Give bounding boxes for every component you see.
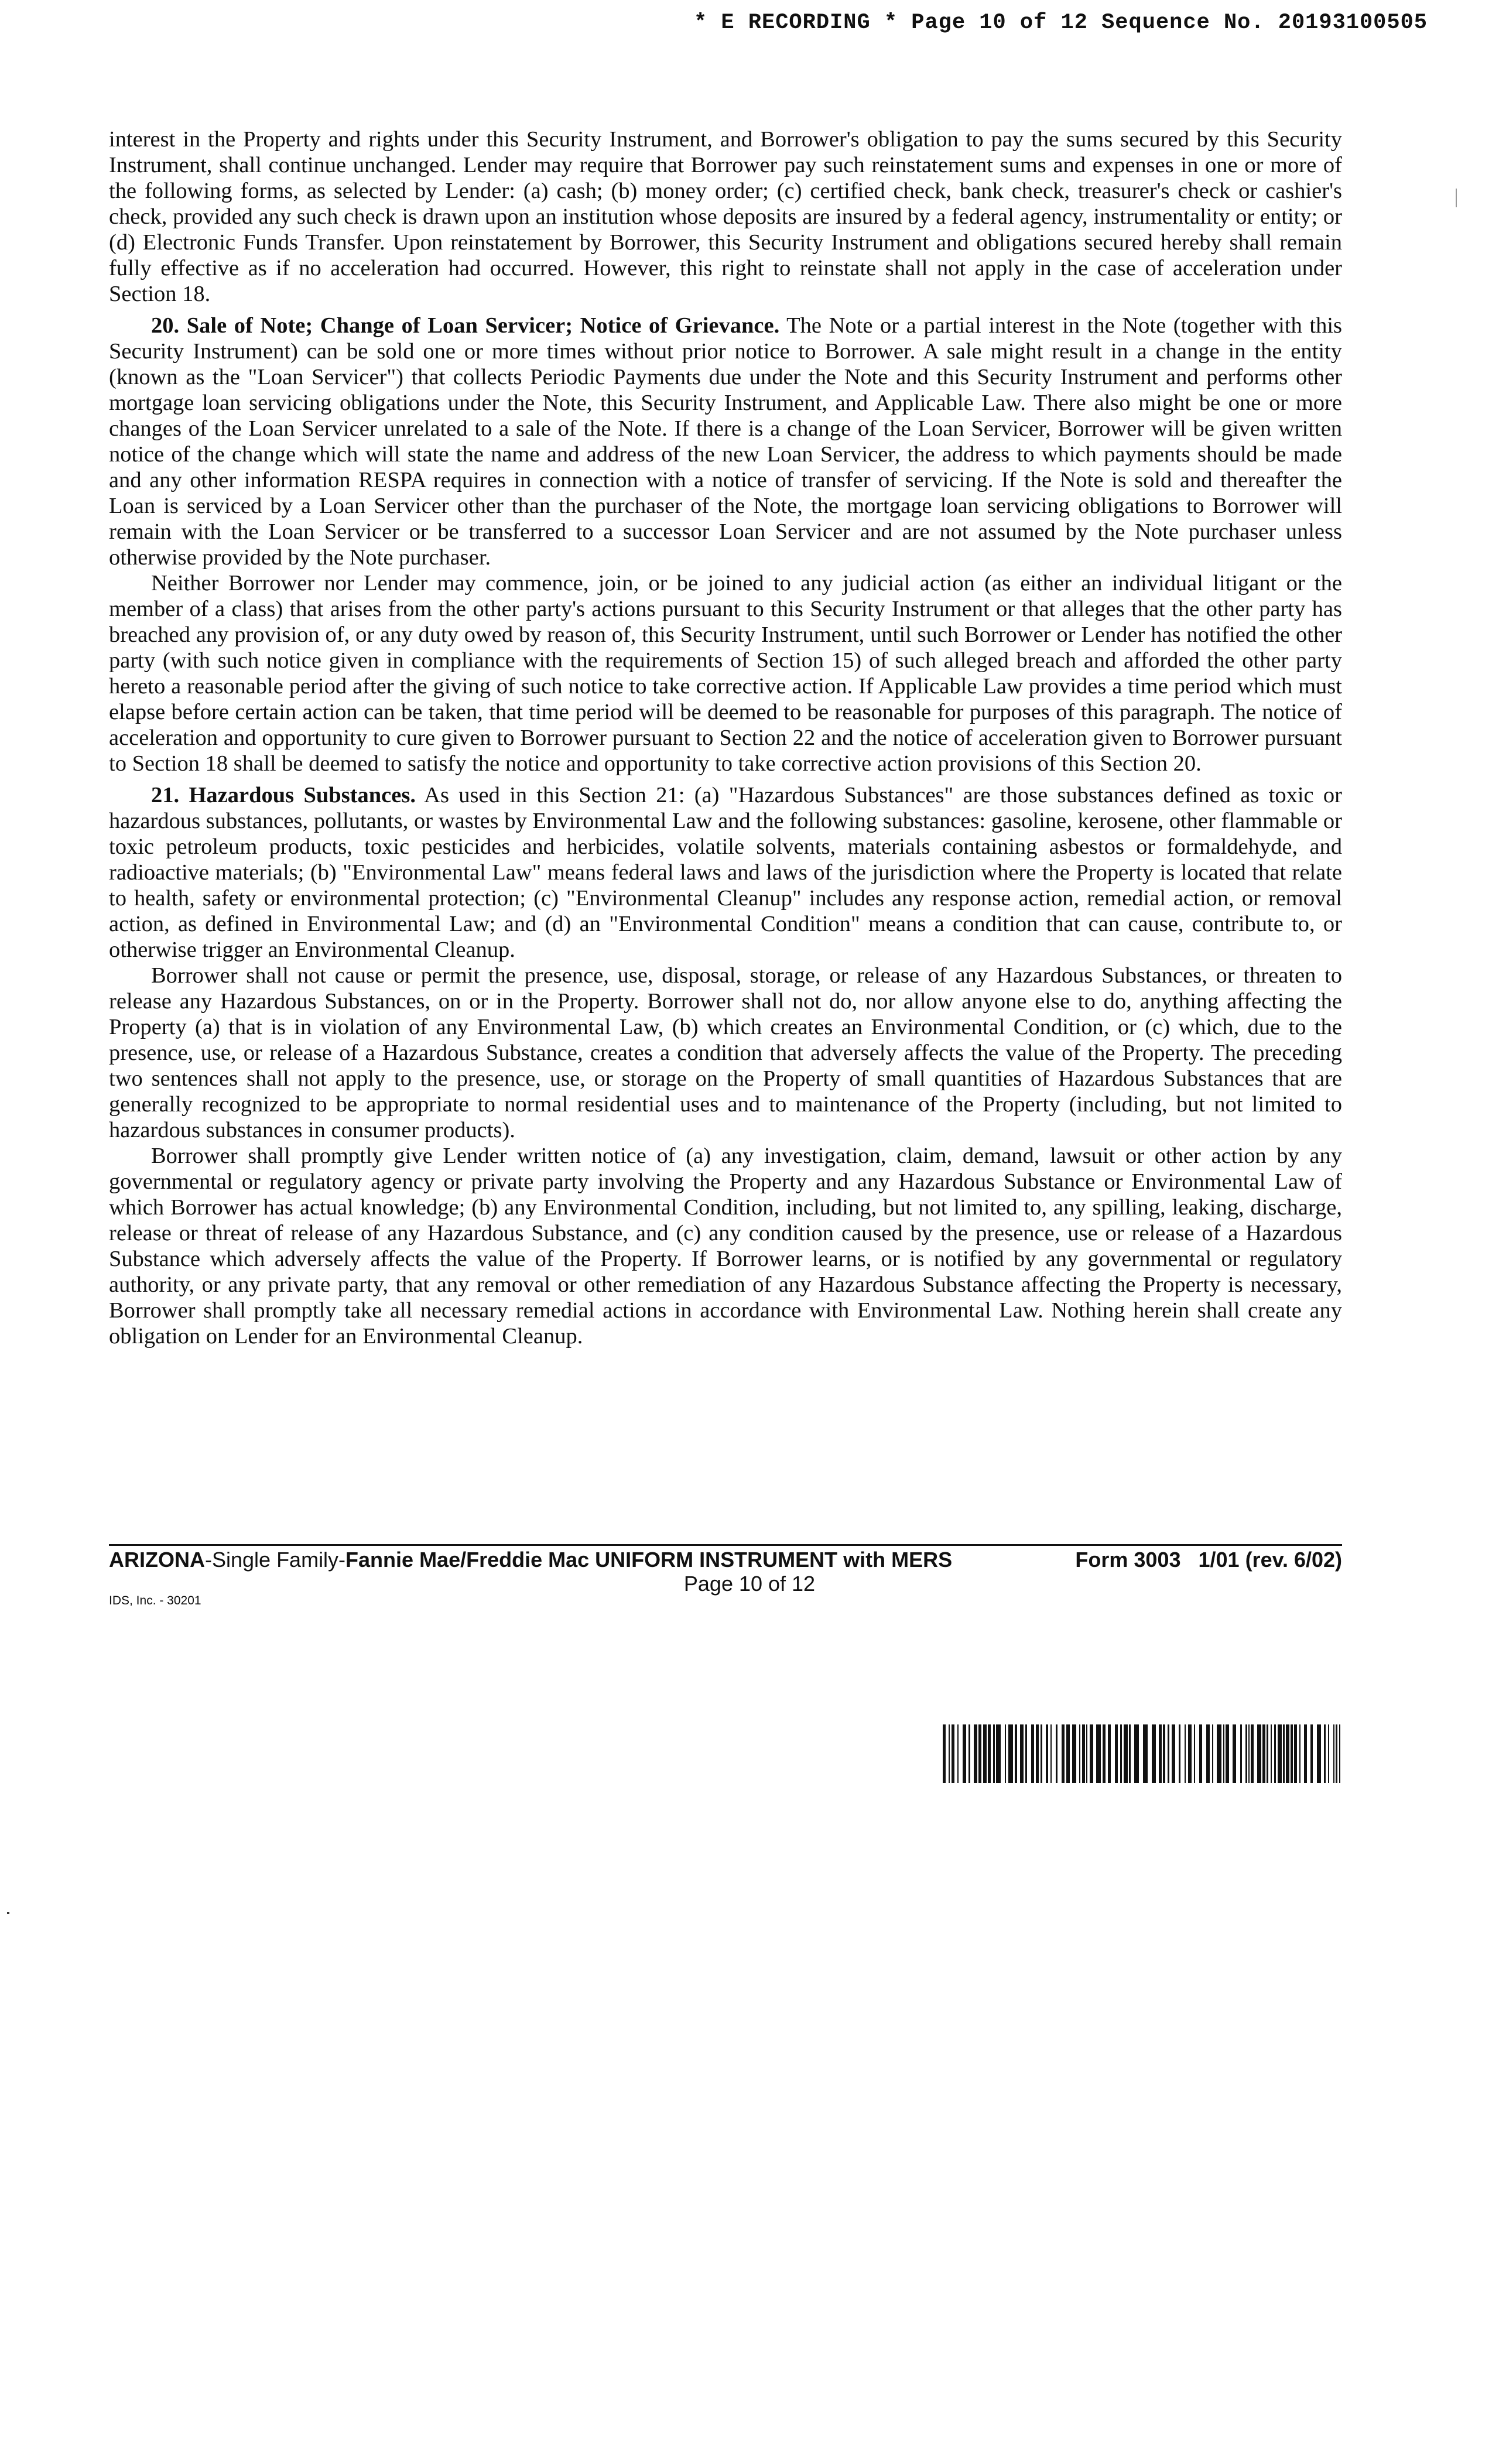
footer-divider	[109, 1544, 1342, 1546]
barcode-bar	[1159, 1724, 1162, 1783]
barcode-bar	[996, 1724, 1001, 1783]
barcode-bar	[1082, 1724, 1085, 1783]
barcode-bar	[1328, 1724, 1329, 1783]
barcode-bar	[1251, 1724, 1254, 1783]
barcode-bar	[1262, 1724, 1265, 1783]
barcode-bar	[1212, 1724, 1213, 1783]
form-description	[109, 1548, 952, 1572]
barcode-bar	[1248, 1724, 1250, 1783]
barcode-bar	[1206, 1724, 1210, 1783]
section-21-heading: 21. Hazardous Substances.	[151, 783, 416, 807]
barcode-bar	[1185, 1724, 1186, 1783]
section-20-heading: 20. Sale of Note; Change of Loan Servicer; Notice of Grievance.	[151, 313, 780, 338]
barcode-bar	[1199, 1724, 1202, 1783]
barcode-bar	[1310, 1724, 1313, 1783]
barcode-bar	[963, 1724, 966, 1783]
barcode-bar	[1086, 1724, 1087, 1783]
barcode-bar	[1079, 1724, 1080, 1783]
barcode-bar	[1066, 1724, 1070, 1783]
barcode-bar	[1226, 1724, 1229, 1783]
barcode-bar	[1291, 1724, 1293, 1783]
barcode-bar	[1072, 1724, 1076, 1783]
barcode-bar	[1336, 1724, 1337, 1783]
barcode-bar	[1120, 1724, 1122, 1783]
paragraph-continuation: interest in the Property and rights under this Security Instrument, and Borrower's obligation to pay the sums secured by this Security Instrument, shall continue unchanged. Lender may require that Borrower pay such reinstatement sums and expenses in one or more of the following forms, as selected by Lender: (a) cash; (b) money order; (c) certified check, bank check, treasurer's check or cashier's check, provided any such check is drawn upon an institution whose deposits are insured by a federal agency, instrumentality or entity; or (d) Electronic Funds Transfer. Upon reinstatement by Borrower, this Security Instrument and obligations secured hereby shall remain fully effective as if no acceleration had occurred. However, this right to reinstate shall not apply in the case of acceleration under Section 18.	[109, 127, 1342, 306]
barcode-bar	[1163, 1724, 1165, 1783]
section-21-paragraph	[109, 782, 1342, 963]
barcode-bar	[1050, 1724, 1052, 1783]
barcode-bar	[968, 1724, 970, 1783]
barcode-bar	[957, 1724, 959, 1783]
barcode-bar	[1324, 1724, 1326, 1783]
barcode-bar	[1257, 1724, 1261, 1783]
barcode-bar	[1240, 1724, 1242, 1783]
barcode-bar	[1233, 1724, 1236, 1783]
barcode-bar	[1096, 1724, 1101, 1783]
barcode-bar	[1129, 1724, 1131, 1783]
barcode-bar	[949, 1724, 950, 1783]
form-footer	[109, 1548, 1342, 1572]
form-desc-plain: -Single Family-	[205, 1548, 346, 1572]
barcode-bar	[1172, 1724, 1175, 1783]
section-20-paragraph	[109, 313, 1342, 570]
barcode-bar	[1134, 1724, 1139, 1783]
barcode-bar	[1056, 1724, 1057, 1783]
barcode-bar	[1090, 1724, 1093, 1783]
barcode-bar	[1194, 1724, 1195, 1783]
recording-header: * E RECORDING * Page 10 of 12 Sequence No. 20193100505	[694, 11, 1428, 35]
section-21-paragraph-2: Borrower shall not cause or permit the presence, use, disposal, storage, or release of any Hazardous Substances, or threaten to release any Hazardous Substances, on or in the Property. Borrower shall not do, nor allow anyone else to do, anything affecting the Property (a) that is in violation of any Environmental Law, (b) which creates an Environmental Condition, or (c) which, due to the presence, use, or release of a Hazardous Substance, creates a condition that adversely affects the value of the Property. The preceding two sentences shall not apply to the presence, use, or storage on the Property of small quantities of Hazardous Substances that are generally recognized to be appropriate to normal residential uses and to maintenance of the Property (including, but not limited to hazardous substances in consumer products).	[109, 963, 1342, 1142]
barcode-bar	[1046, 1724, 1048, 1783]
ids-code: IDS, Inc. - 30201	[109, 1594, 201, 1607]
scan-speck	[7, 1912, 9, 1914]
barcode-bar	[993, 1724, 995, 1783]
barcode-bar	[1267, 1724, 1268, 1783]
page-number: Page 10 of 12	[683, 1572, 816, 1596]
barcode-bar	[1143, 1724, 1148, 1783]
barcode-bar	[1278, 1724, 1282, 1783]
barcode-bar	[1294, 1724, 1297, 1783]
barcode-bar	[1286, 1724, 1289, 1783]
barcode-bar	[1005, 1724, 1006, 1783]
section-21-text: As used in this Section 21: (a) "Hazardous Substances" are those substances defined as toxic or hazardous substances, pollutants, or wastes by Environmental Law and the following substances: gasoline, kerosene, other flammable or toxic petroleum products, toxic pesticides and herbicides, volatile solvents, materials containing asbestos or formaldehyde, and radioactive materials; (b) "Environmental Law" means federal laws and laws of the jurisdiction where the Property is located that relate to health, safety or environmental protection; (c) "Environmental Cleanup" includes any response action, remedial action, or removal action, as defined in Environmental Law; and (d) an "Environmental Condition" means a condition that can cause, contribute to, or otherwise trigger an Environmental Cleanup.	[109, 783, 1343, 962]
barcode-bar	[1036, 1724, 1039, 1783]
barcode-bar	[1299, 1724, 1300, 1783]
barcode-bar	[1031, 1724, 1034, 1783]
barcode-bar	[983, 1724, 987, 1783]
barcode-bar	[1274, 1724, 1276, 1783]
barcode-bar	[1124, 1724, 1128, 1783]
barcode-bar	[1245, 1724, 1247, 1783]
barcode-bar	[1223, 1724, 1224, 1783]
form-number: Form 3003 1/01 (rev. 6/02)	[1075, 1548, 1342, 1572]
barcode-bar	[1115, 1724, 1118, 1783]
barcode-bar	[1015, 1724, 1017, 1783]
barcode-bar	[1304, 1724, 1307, 1783]
barcode-bar	[1317, 1724, 1321, 1783]
form-state: ARIZONA	[109, 1548, 205, 1572]
barcode-bar	[943, 1724, 946, 1783]
barcode-bar	[1008, 1724, 1013, 1783]
section-20-paragraph-2: Neither Borrower nor Lender may commence, join, or be joined to any judicial action (as either an individual litigant or the member of a class) that arises from the other party's actions pursuant to this Security Instrument or that alleges that the other party has breached any provision of, or any duty owed by reason of, this Security Instrument, until such Borrower or Lender has notified the other party (with such notice given in compliance with the requirements of Section 15) of such alleged breach and afforded the other party hereto a reasonable period after the giving of such notice to take corrective action. If Applicable Law provides a time period which must elapse before certain action can be taken, that time period will be deemed to be reasonable for purposes of this paragraph. The notice of acceleration and opportunity to cure given to Borrower pursuant to Section 22 and the notice of acceleration given to Borrower pursuant to Section 18 shall be deemed to satisfy the notice and opportunity to take corrective action provisions of this Section 20.	[109, 571, 1342, 776]
barcode-bar	[1108, 1724, 1111, 1783]
barcode-bar	[978, 1724, 981, 1783]
barcode-bar	[1025, 1724, 1027, 1783]
section-20-text: The Note or a partial interest in the Note (together with this Security Instrument) can be sold one or more times without prior notice to Borrower. A sale might result in a change in the entity (known as the "Loan Servicer") that collects Periodic Payments due under the Note and this Security Instrument and performs other mortgage loan servicing obligations under the Note, this Security Instrument, and Applicable Law. There also might be one or more changes of the Loan Servicer unrelated to a sale of the Note. If there is a change of the Loan Servicer, Borrower will be given written notice of the change which will state the name and address of the new Loan Servicer, the address to which payments should be made and any other information RESPA requires in connection with a notice of transfer of servicing. If the Note is sold and thereafter the Loan is serviced by a Loan Servicer other than the purchaser of the Note, the mortgage loan servicing obligations to Borrower will remain with the Loan Servicer or be transferred to a successor Loan Servicer and are not assumed by the Note purchaser unless otherwise provided by the Note purchaser.	[109, 313, 1343, 570]
barcode-bar	[1179, 1724, 1180, 1783]
barcode-bar	[1333, 1724, 1334, 1783]
barcode-bar	[1062, 1724, 1065, 1783]
form-desc-bold: Fannie Mae/Freddie Mac UNIFORM INSTRUMENT with MERS	[345, 1548, 953, 1572]
barcode-bar	[1168, 1724, 1169, 1783]
barcode-bar	[1217, 1724, 1221, 1783]
barcode-bar	[974, 1724, 977, 1783]
barcode-bar	[952, 1724, 954, 1783]
barcode-bar	[1283, 1724, 1285, 1783]
barcode-bar	[988, 1724, 991, 1783]
barcode-bar	[1339, 1724, 1340, 1783]
barcode-icon	[943, 1724, 1341, 1783]
document-body	[109, 126, 1342, 1349]
barcode-bar	[1020, 1724, 1024, 1783]
margin-mark	[1456, 189, 1457, 207]
barcode-bar	[1152, 1724, 1156, 1783]
section-21-paragraph-3: Borrower shall promptly give Lender written notice of (a) any investigation, claim, demand, lawsuit or other action by any governmental or regulatory agency or private party involving the Property and any Hazardous Substance or Environmental Law of which Borrower has actual knowledge; (b) any Environmental Condition, including, but not limited to, any spilling, leaking, discharge, release or threat of release of any Hazardous Substance, and (c) any condition caused by the presence, use or release of a Hazardous Substance which adversely affects the value of the Property. If Borrower learns, or is notified by any governmental or regulatory authority, or any private party, that any removal or other remediation of any Hazardous Substance affecting the Property is necessary, Borrower shall promptly take all necessary remedial actions in accordance with Environmental Law. Nothing herein shall create any obligation on Lender for an Environmental Cleanup.	[109, 1144, 1342, 1349]
barcode-bar	[1041, 1724, 1042, 1783]
barcode-bar	[1188, 1724, 1192, 1783]
barcode-bar	[1103, 1724, 1106, 1783]
barcode-bar	[1271, 1724, 1272, 1783]
